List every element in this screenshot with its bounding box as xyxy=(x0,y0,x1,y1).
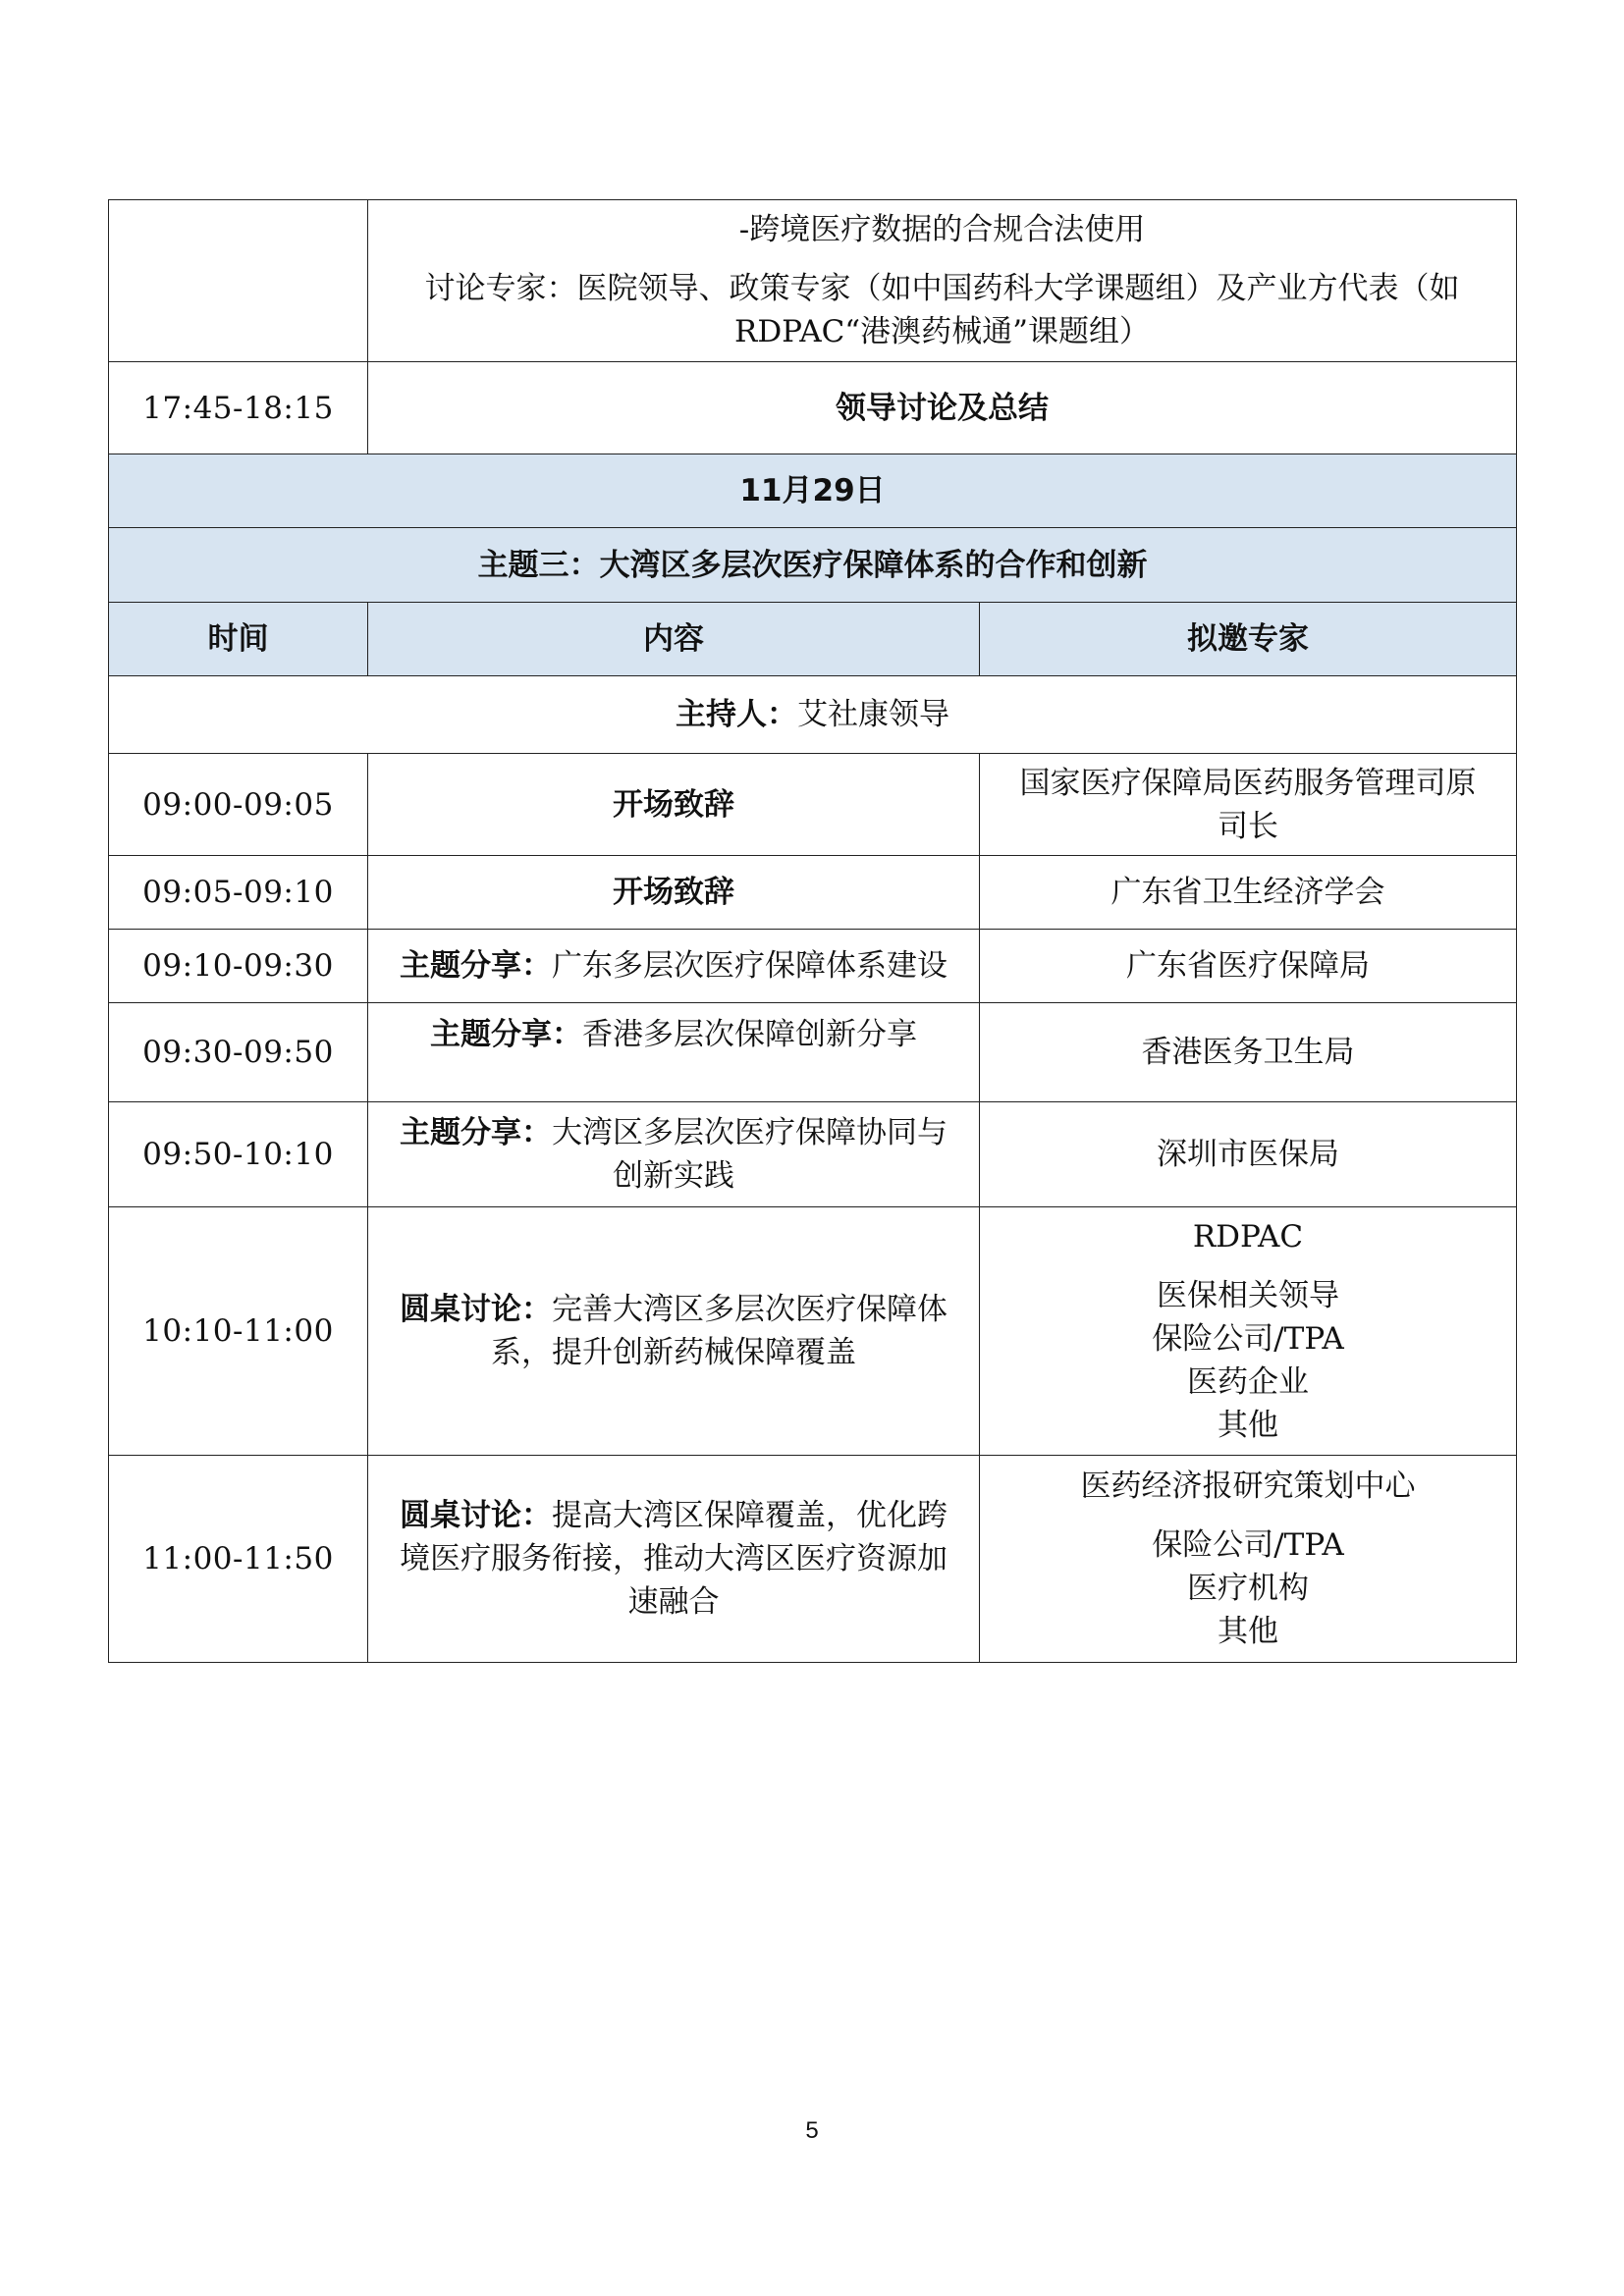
expert-line: 国家医疗保障局医药服务管理司原 xyxy=(1019,765,1477,801)
content-line: -跨境医疗数据的合规合法使用 xyxy=(738,212,1146,247)
cell-continuation-content xyxy=(368,200,1517,362)
header-experts: 拟邀专家 xyxy=(980,603,1517,676)
content-label: 圆桌讨论： xyxy=(400,1498,552,1533)
experts-cell xyxy=(980,754,1517,856)
content-text: 提高大湾区保障覆盖，优化跨 xyxy=(552,1498,947,1533)
date-band: 11月29日 xyxy=(109,454,1517,528)
time-cell: 17:45-18:15 xyxy=(109,362,368,454)
expert-line: 司长 xyxy=(1218,808,1278,844)
table-row-continuation xyxy=(109,200,1517,362)
time-cell: 09:50-10:10 xyxy=(109,1102,368,1207)
content-line: RDPAC“港澳药械通”课题组） xyxy=(733,314,1150,349)
content-cell xyxy=(368,930,980,1003)
content-text: 速融合 xyxy=(627,1584,720,1620)
content-cell: 开场致辞 xyxy=(368,754,980,856)
header-time: 时间 xyxy=(109,603,368,676)
experts-cell: 深圳市医保局 xyxy=(980,1102,1517,1207)
theme-band-row xyxy=(109,528,1517,603)
content-text: 广东多层次医疗保障体系建设 xyxy=(552,948,947,984)
table-header-row xyxy=(109,603,1517,676)
header-content: 内容 xyxy=(368,603,980,676)
content-label: 主题分享： xyxy=(400,948,552,984)
experts-cell: 广东省卫生经济学会 xyxy=(980,856,1517,930)
experts-cell xyxy=(980,1207,1517,1456)
table-row xyxy=(109,856,1517,930)
experts-cell: 香港医务卫生局 xyxy=(980,1003,1517,1102)
content-cell xyxy=(368,1102,980,1207)
expert-line: 其他 xyxy=(1218,1408,1278,1443)
cell-empty-time xyxy=(109,200,368,362)
content-cell xyxy=(368,1207,980,1456)
content-cell xyxy=(368,1003,980,1102)
expert-line: RDPAC xyxy=(1192,1219,1304,1255)
table-row-closing xyxy=(109,362,1517,454)
table-row xyxy=(109,1102,1517,1207)
content-text: 境医疗服务衔接，推动大湾区医疗资源加 xyxy=(400,1541,947,1576)
content-label: 主题分享： xyxy=(400,1115,552,1150)
expert-line: 医药经济报研究策划中心 xyxy=(1080,1468,1416,1504)
content-label: 主题分享： xyxy=(430,1017,582,1052)
page-number: 5 xyxy=(805,2117,819,2144)
table-row xyxy=(109,754,1517,856)
time-cell: 09:05-09:10 xyxy=(109,856,368,930)
expert-line: 保险公司/TPA xyxy=(1152,1527,1344,1563)
content-text: 系，提升创新药械保障覆盖 xyxy=(491,1335,856,1370)
table-row xyxy=(109,1207,1517,1456)
content-label: 圆桌讨论： xyxy=(400,1292,552,1327)
content-cell xyxy=(368,1456,980,1663)
expert-line: 医疗机构 xyxy=(1187,1571,1309,1606)
table-row xyxy=(109,1456,1517,1663)
time-cell: 10:10-11:00 xyxy=(109,1207,368,1456)
content-line: 讨论专家：医院领导、政策专家（如中国药科大学课题组）及产业方代表（如 xyxy=(424,271,1460,306)
expert-line: 保险公司/TPA xyxy=(1152,1321,1344,1357)
table-row xyxy=(109,1003,1517,1102)
table-row xyxy=(109,930,1517,1003)
theme-band: 主题三：大湾区多层次医疗保障体系的合作和创新 xyxy=(109,528,1517,603)
experts-cell xyxy=(980,1456,1517,1663)
content-text: 香港多层次保障创新分享 xyxy=(582,1017,917,1052)
expert-line: 医药企业 xyxy=(1187,1364,1309,1400)
date-band-row xyxy=(109,454,1517,528)
time-cell: 11:00-11:50 xyxy=(109,1456,368,1663)
content-text: 完善大湾区多层次医疗保障体 xyxy=(552,1292,947,1327)
host-name: 艾社康领导 xyxy=(797,697,949,732)
host-row xyxy=(109,676,1517,754)
time-cell: 09:00-09:05 xyxy=(109,754,368,856)
content-text: 大湾区多层次医疗保障协同与 xyxy=(552,1115,947,1150)
content-cell: 开场致辞 xyxy=(368,856,980,930)
experts-cell: 广东省医疗保障局 xyxy=(980,930,1517,1003)
expert-line: 其他 xyxy=(1218,1614,1278,1649)
agenda-table xyxy=(108,199,1517,1663)
time-cell: 09:30-09:50 xyxy=(109,1003,368,1102)
time-cell: 09:10-09:30 xyxy=(109,930,368,1003)
content-text: 创新实践 xyxy=(613,1158,734,1194)
host-label: 主持人： xyxy=(676,697,797,732)
expert-line: 医保相关领导 xyxy=(1157,1278,1339,1313)
host-cell xyxy=(109,676,1517,754)
content-cell: 领导讨论及总结 xyxy=(368,362,1517,454)
